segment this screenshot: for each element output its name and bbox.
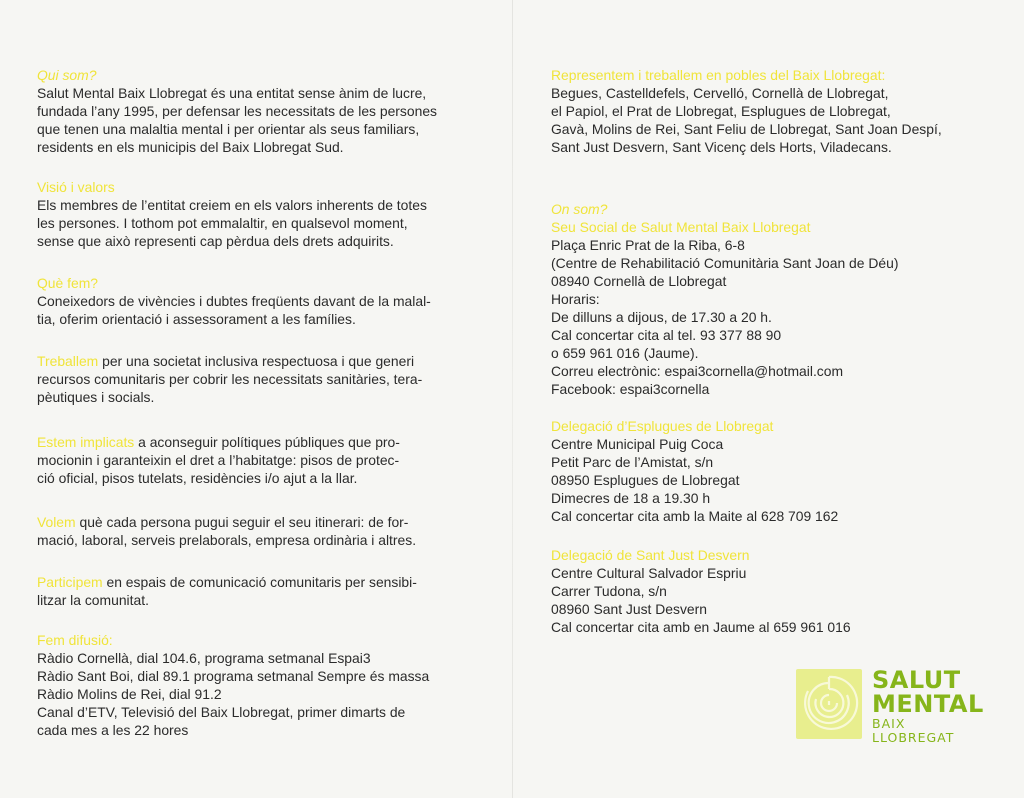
text-line: De dilluns a dijous, de 17.30 a 20 h.: [551, 309, 772, 325]
logo-line-baix-llobregat: BAIX LLOBREGAT: [872, 716, 955, 745]
lead-volem: Volem: [37, 514, 76, 530]
text-line: mació, laboral, serveis prelaborals, empresa ordinària i altres.: [37, 532, 417, 548]
text-line: Coneixedors de vivències i dubtes freqüents davant de la malal-: [37, 293, 431, 309]
text-rest: a aconseguir polítiques públiques que pro-: [134, 434, 400, 450]
labyrinth-icon: [796, 669, 862, 739]
text-line: litzar la comunitat.: [37, 592, 149, 608]
section-estem: [37, 433, 400, 487]
section-qui-som: [37, 66, 437, 156]
logo-line-mental: MENTAL: [872, 690, 984, 718]
text-line: Horaris:: [551, 291, 600, 307]
text-line: (Centre de Rehabilitació Comunitària Sant Joan de Déu): [551, 255, 899, 271]
text-line: Ràdio Cornellà, dial 104.6, programa setmanal Espai3: [37, 650, 371, 666]
section-difusio: [37, 631, 429, 739]
text-line: [37, 573, 417, 591]
text-line: Canal d’ETV, Televisió del Baix Llobregat, primer dimarts de: [37, 704, 406, 720]
text-rest: per una societat inclusiva respectuosa i que generi: [98, 353, 415, 369]
text-line: tia, oferim orientació i assessorament a les famílies.: [37, 311, 356, 327]
text-line: fundada l’any 1995, per defensar les necessitats de les persones: [37, 103, 438, 119]
salut-mental-logo: [796, 666, 992, 745]
text-line: cada mes a les 22 hores: [37, 722, 189, 738]
text-line: recursos comunitaris per cobrir les necessitats sanitàries, tera-: [37, 371, 423, 387]
text-line: Gavà, Molins de Rei, Sant Feliu de Llobregat, Sant Joan Despí,: [551, 121, 942, 137]
heading-difusio: Fem difusió:: [37, 632, 113, 648]
text-line: 08960 Sant Just Desvern: [551, 601, 707, 617]
labyrinth-icon-graphic: [796, 669, 862, 739]
section-on-som: [551, 200, 898, 398]
text-line: Sant Just Desvern, Sant Vicenç dels Horts, Viladecans.: [551, 139, 892, 155]
text-line: les persones. I tothom pot emmalaltir, en qualsevol moment,: [37, 215, 408, 231]
logo-line-salut: SALUT: [872, 666, 961, 694]
text-line: Facebook: espai3cornella: [551, 381, 710, 397]
text-line: sense que això representi cap pèrdua dels drets adquirits.: [37, 233, 394, 249]
section-participem: [37, 573, 417, 609]
heading-sant-just: Delegació de Sant Just Desvern: [551, 547, 750, 563]
section-visio: [37, 178, 427, 250]
text-line: pèutiques i socials.: [37, 389, 155, 405]
text-line: Cal concertar cita al tel. 93 377 88 90: [551, 327, 782, 343]
text-line: Petit Parc de l’Amistat, s/n: [551, 454, 714, 470]
text-line: [37, 513, 416, 531]
section-que-fem: [37, 274, 431, 328]
text-line: o 659 961 016 (Jaume).: [551, 345, 699, 361]
text-rest: què cada persona pugui seguir el seu itinerari: de for-: [75, 514, 409, 530]
text-line: mocionin i garanteixin el dret a l’habitatge: pisos de protec-: [37, 452, 400, 468]
text-line: Salut Mental Baix Llobregat és una entitat sense ànim de lucre,: [37, 85, 427, 101]
heading-que-fem: Què fem?: [37, 275, 98, 291]
text-line: el Papiol, el Prat de Llobregat, Esplugues de Llobregat,: [551, 103, 891, 119]
section-treballem: [37, 352, 422, 406]
text-line: Ràdio Sant Boi, dial 89.1 programa setmanal Sempre és massa: [37, 668, 430, 684]
text-line: [37, 433, 400, 451]
section-volem: [37, 513, 416, 549]
section-representem: [551, 66, 942, 156]
page-fold: [512, 0, 513, 798]
section-sant-just: [551, 546, 851, 636]
text-line: Cal concertar cita amb la Maite al 628 709 162: [551, 508, 839, 524]
text-line: Dimecres de 18 a 19.30 h: [551, 490, 711, 506]
heading-representem: Representem i treballem en pobles del Baix Llobregat:: [551, 67, 886, 83]
heading-visio: Visió i valors: [37, 179, 115, 195]
text-line: Begues, Castelldefels, Cervelló, Cornellà de Llobregat,: [551, 85, 889, 101]
text-line: residents en els municipis del Baix Llobregat Sud.: [37, 139, 344, 155]
lead-estem: Estem implicats: [37, 434, 135, 450]
text-line: Cal concertar cita amb en Jaume al 659 961 016: [551, 619, 851, 635]
logo-text: [872, 668, 992, 745]
text-line: que tenen una malaltia mental i per orientar als seus familiars,: [37, 121, 420, 137]
text-line: [37, 352, 422, 370]
heading-on-som: On som?: [551, 201, 608, 217]
heading-esplugues: Delegació d’Esplugues de Llobregat: [551, 418, 774, 434]
text-line: Ràdio Molins de Rei, dial 91.2: [37, 686, 222, 702]
text-rest: en espais de comunicació comunitaris per sensibi-: [102, 574, 417, 590]
text-line: Centre Cultural Salvador Espriu: [551, 565, 747, 581]
section-esplugues: [551, 417, 838, 525]
text-line: Plaça Enric Prat de la Riba, 6-8: [551, 237, 745, 253]
text-line: Carrer Tudona, s/n: [551, 583, 667, 599]
text-line: 08940 Cornellà de Llobregat: [551, 273, 727, 289]
text-line: Centre Municipal Puig Coca: [551, 436, 724, 452]
text-line: Els membres de l’entitat creiem en els valors inherents de totes: [37, 197, 427, 213]
heading-qui-som: Qui som?: [37, 67, 97, 83]
text-line: Correu electrònic: espai3cornella@hotmail.com: [551, 363, 844, 379]
text-line: 08950 Esplugues de Llobregat: [551, 472, 740, 488]
text-line: ció oficial, pisos tutelats, residències i/o ajut a la llar.: [37, 470, 358, 486]
subheading-seu-social: Seu Social de Salut Mental Baix Llobregat: [551, 219, 811, 235]
lead-treballem: Treballem: [37, 353, 99, 369]
lead-participem: Participem: [37, 574, 103, 590]
